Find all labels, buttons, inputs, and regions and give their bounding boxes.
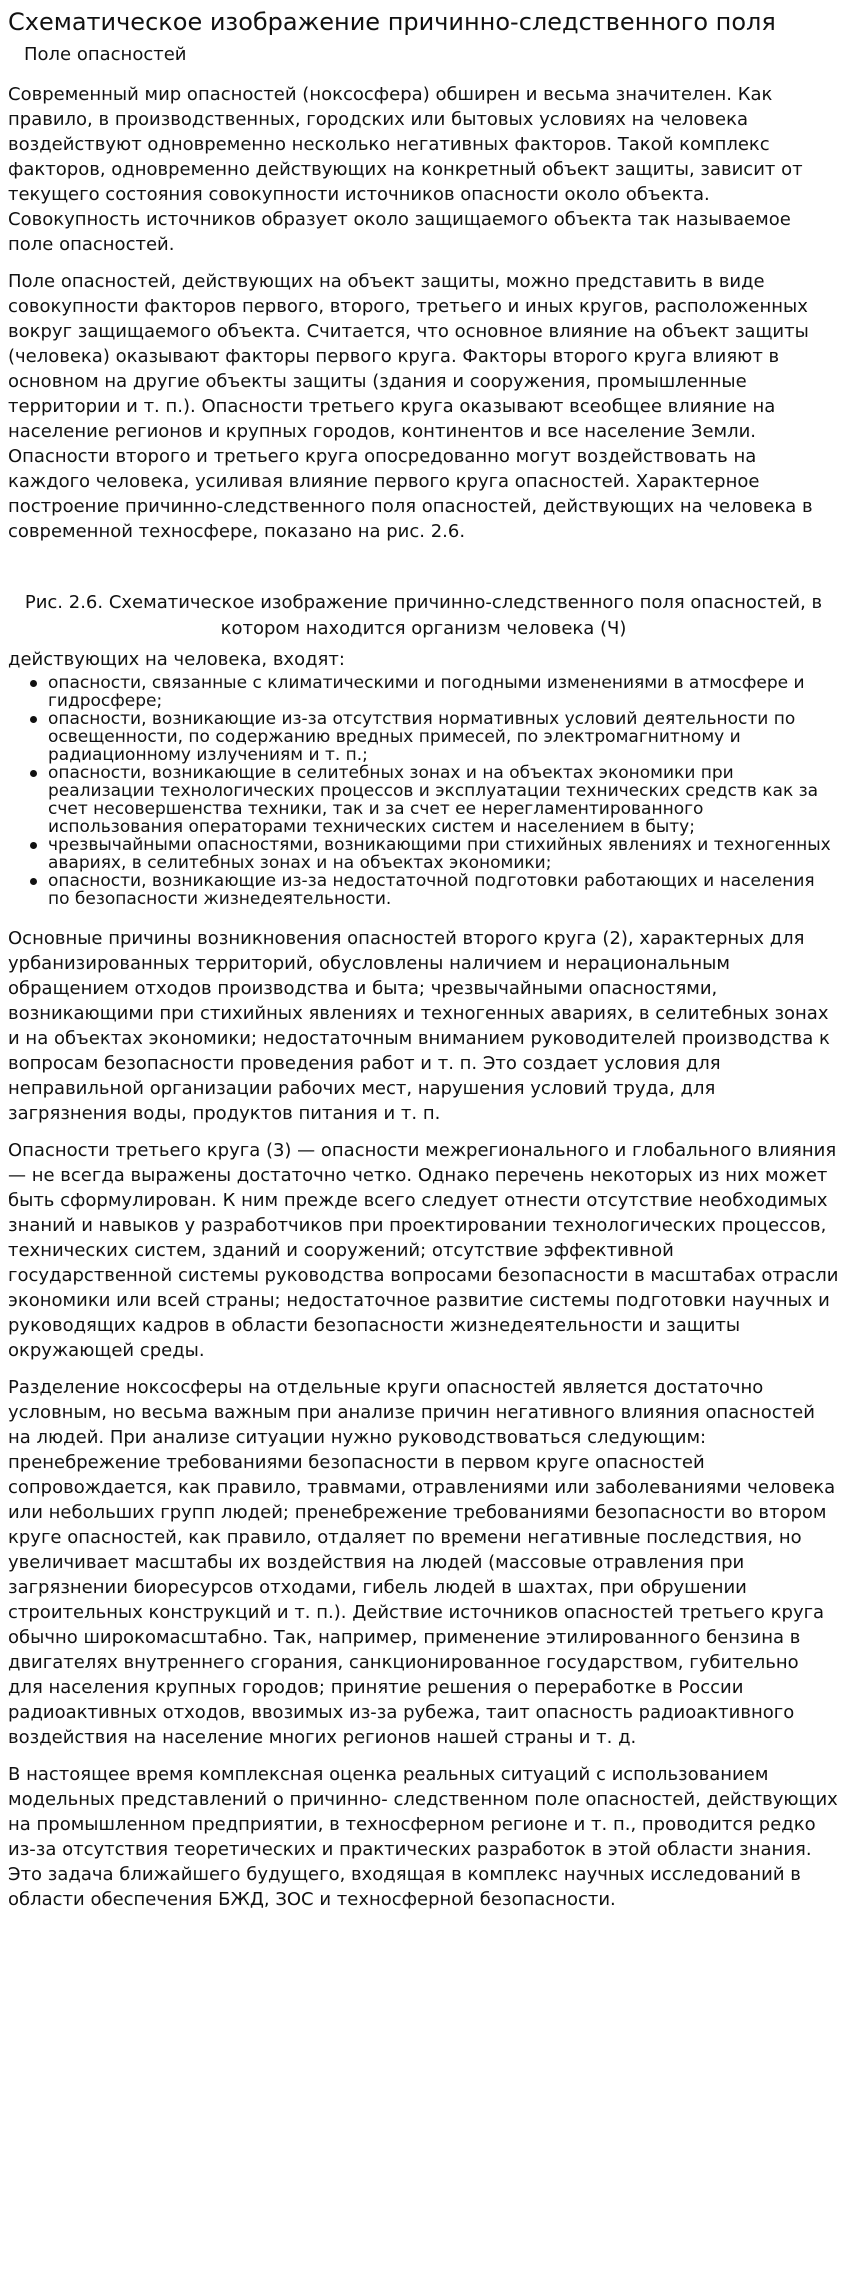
bullet-icon [30, 842, 37, 849]
list-item [48, 764, 839, 836]
figure-placeholder [8, 556, 839, 590]
section-subtitle: Поле опасностей [24, 44, 187, 65]
paragraph-field-of-dangers: Поле опасностей, действующих на объект защиты, можно представить в виде совокупности факторов первого, второго, третьего и иных кругов, расположенных вокруг защищаемого объекта. Считается, что основное влияние на объект защиты (человека) оказывают факторы первого круга. Факторы второго круга влияют в основном на другие объекты защиты (здания и сооружения, промышленные территории и т. п.). Опасности третьего круга оказывают всеобщее влияние на население регионов и крупных городов, континентов и все население Земли. Опасности второго и третьего круга опосредованно могут воздействовать на каждого человека, усиливая влияние первого круга опасностей. Характерное построение причинно-следственного поля опасностей, действующих на человека в современной техносфере, показано на рис. 2.6. [8, 271, 813, 542]
paragraph-intro-noxosphere: Современный мир опасностей (ноксосфера) обширен и весьма значителен. Как правило, в производственных, городских или бытовых условиях на человека воздействуют одновременно несколько негативных факторов. Такой комплекс факторов, одновременно действующих на конкретный объект защиты, зависит от текущего состояния совокупности источников опасности около объекта. Совокупность источников образует около защищаемого объекта так называемое поле опасностей. [8, 84, 803, 255]
bullet-icon [30, 716, 37, 723]
figure-caption: Рис. 2.6. Схематическое изображение причинно-следственного поля опасностей, в котором находится организм человека (Ч) [24, 592, 823, 639]
paragraph-third-circle: Опасности третьего круга (3) — опасности межрегионального и глобального влияния — не всегда выражены достаточно четко. Однако перечень некоторых из них может быть сформулирован. К ним прежде всего следует отнести отсутствие необходимых знаний и навыков у разработчиков при проектировании технологических процессов, технических систем, зданий и сооружений; отсутствие эффективной государственной системы руководства вопросами безопасности в масштабах отрасли экономики или всей страны; недостаточное развитие системы подготовки научных и руководящих кадров в области безопасности жизнедеятельности и защиты окружающей среды. [8, 1140, 839, 1361]
list-item [48, 836, 839, 872]
list-intro: действующих на человека, входят: [8, 649, 345, 670]
list-item-text: опасности, возникающие из-за отсутствия нормативных условий деятельности по освещенности, по содержанию вредных примесей, по электромагнитному и радиационному излучениям и т. п.; [48, 709, 796, 765]
page-title: Схематическое изображение причинно-следственного поля [8, 8, 776, 36]
list-item [48, 674, 839, 710]
list-item [48, 872, 839, 908]
paragraph-complex-assessment: В настоящее время комплексная оценка реальных ситуаций с использованием модельных представлений о причинно- следственном поле опасностей, действующих на промышленном предприятии, в техносферном регионе и т. п., проводится редко из-за отсутствия теоретических и практических разработок в этой области знания. Это задача ближайшего будущего, входящая в комплекс научных исследований в области обеспечения БЖД, ЗОС и техносферной безопасности. [8, 1764, 838, 1910]
list-item-text: опасности, возникающие в селитебных зонах и на объектах экономики при реализации технологических процессов и эксплуатации технических средств как за счет несовершенства техники, так и за счет ее нерегламентированного использования операторами технических систем и населением в быту; [48, 763, 819, 837]
first-circle-dangers-list [8, 674, 839, 908]
list-item-text: опасности, возникающие из-за недостаточной подготовки работающих и населения по безопасности жизнедеятельности. [48, 871, 815, 909]
list-item-text: опасности, связанные с климатическими и погодными изменениями в атмосфере и гидросфере; [48, 673, 805, 711]
paragraph-circles-division: Разделение ноксосферы на отдельные круги опасностей является достаточно условным, но весьма важным при анализе причин негативного влияния опасностей на людей. При анализе ситуации нужно руководствоваться следующим: пренебрежение требованиями безопасности в первом круге опасностей сопровождается, как правило, травмами, отравлениями или заболеваниями человека или небольших групп людей; пренебрежение требованиями безопасности во втором круге опасностей, как правило, отдаляет по времени негативные последствия, но увеличивает масштабы их воздействия на людей (массовые отравления при загрязнении биоресурсов отходами, гибель людей в шахтах, при обрушении строительных конструкций и т. п.). Действие источников опасностей третьего круга обычно широкомасштабно. Так, например, применение этилированного бензина в двигателях внутреннего сгорания, санкционированное государством, губительно для населения крупных городов; принятие решения о переработке в России радиоактивных отходов, ввозимых из-за рубежа, таит опасность радиоактивного воздействия на население многих регионов нашей страны и т. д. [8, 1377, 836, 1748]
list-item [48, 710, 839, 764]
bullet-icon [30, 680, 37, 687]
paragraph-second-circle: Основные причины возникновения опасностей второго круга (2), характерных для урбанизированных территорий, обусловлены наличием и нерациональным обращением отходов производства и быта; чрезвычайными опасностями, возникающими при стихийных явлениях и техногенных авариях, в селитебных зонах и на объектах экономики; недостаточным вниманием руководителей производства к вопросам безопасности проведения работ и т. п. Это создает условия для неправильной организации рабочих мест, нарушения условий труда, для загрязнения воды, продуктов питания и т. п. [8, 928, 830, 1124]
bullet-icon [30, 878, 37, 885]
bullet-icon [30, 770, 37, 777]
list-item-text: чрезвычайными опасностями, возникающими при стихийных явлениях и техногенных авариях, в селитебных зонах и на объектах экономики; [48, 835, 831, 873]
